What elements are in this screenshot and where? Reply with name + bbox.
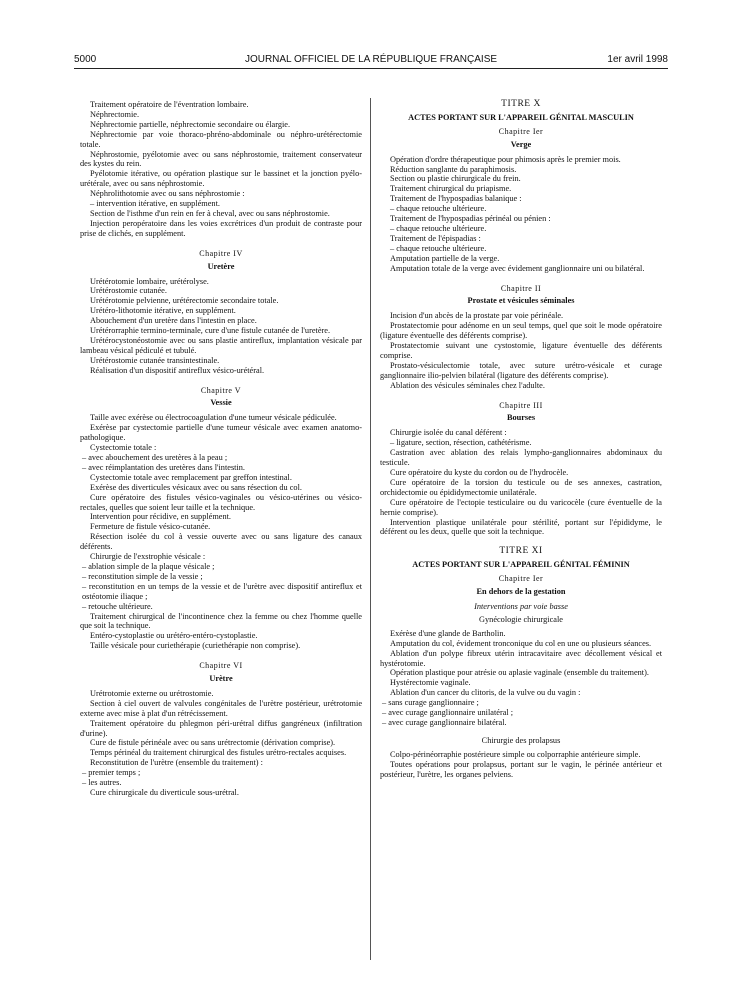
chapter-label: Chapitre IV (199, 248, 243, 258)
list-item: Urétérostomie cutanée. (90, 286, 167, 296)
chapter-label: Chapitre V (200, 385, 242, 395)
list-item: Urétérotomie lombaire, urétérolyse. (90, 276, 209, 286)
right-column (380, 100, 662, 779)
list-item: Traitement opératoire du phlegmon péri-urétral diffus gangréneux (infiltration d'urine). (80, 718, 362, 738)
list-item: Traitement chirurgical de l'incontinence chez la femme ou chez l'homme quelle que soit la technique. (80, 611, 362, 631)
chapter-6-end: Cure chirurgicale du diverticule sous-urétral. (90, 788, 239, 797)
chapter-label: Chapitre II (500, 283, 542, 293)
gyneco-items (380, 698, 662, 728)
list-item: Néphrectomie partielle, néphrectomie secondaire ou élargie. (90, 119, 291, 129)
list-item: Castration avec ablation des relais lympho-ganglionnaires abdominaux du testicule. (380, 448, 662, 468)
list-item: Temps périnéal du traitement chirurgical des fistules urétro-rectales acquises. (90, 748, 347, 758)
chapter-title: Bourses (506, 413, 536, 423)
list-item: Cure opératoire du kyste du cordon ou de l'hydrocèle. (390, 468, 569, 477)
chapter-4-list (80, 277, 362, 376)
chapter-label: Chapitre III (499, 400, 543, 410)
chapter-5a-list (80, 413, 362, 453)
list-item: Opération d'ordre thérapeutique pour phimosis après le premier mois. (390, 154, 621, 164)
list-item: Section à ciel ouvert de valvules congénitales de l'urètre postérieur, urétrotomie externe avec mise à plat d'un rétrécissement. (80, 698, 362, 718)
list-item: Incision d'un abcès de la prostate par voie périnéale. (390, 311, 564, 321)
list-item: Section de l'isthme d'un rein en fer à cheval, avec ou sans néphrostomie. (90, 208, 330, 218)
bourses-list (380, 428, 662, 537)
list-item: Abouchement d'un uretère dans l'intestin en place. (90, 316, 257, 326)
list-item: – intervention itérative, en supplément. (90, 199, 220, 209)
prostate-list (380, 311, 662, 390)
list-item: Cure de fistule périnéale avec ou sans urétrectomie (dérivation comprise). (90, 738, 336, 748)
chapter-title: Uretère (207, 261, 235, 271)
titre-heading: TITRE XI (499, 546, 543, 557)
section-subtitle: Chirurgie des prolapsus (481, 735, 561, 745)
gyneco-list (380, 629, 662, 698)
list-item: – avec réimplantation des uretères dans l'intestin. (82, 462, 246, 472)
titre-subheading: ACTES PORTANT SUR L'APPAREIL GÉNITAL FÉMININ (412, 560, 630, 570)
list-item: Taille avec exérèse ou électrocoagulation d'une tumeur vésicale pédiculée. (90, 413, 337, 423)
list-item: Amputation totale de la verge avec évidement ganglionnaire uni ou bilatéral. (390, 263, 645, 273)
chapter-6-items (80, 768, 362, 788)
prolapsus-list (380, 750, 662, 780)
list-item: Urétrotomie externe ou urétrostomie. (90, 688, 214, 698)
list-item: Cure opératoire de l'ectopie testiculaire ou du varicocèle (cure éventuelle de la hernie comprise). (380, 497, 662, 517)
list-item: Urétérorraphie termino-terminale, cure d'une fistule cutanée de l'uretère. (90, 326, 331, 336)
chapter-5b-items (80, 562, 362, 612)
list-item: Urétérostomie cutanée transintestinale. (90, 355, 220, 365)
list-item: Prostatectomie suivant une cystostomie, ligature éventuelle des déférents comprise. (380, 341, 662, 360)
list-item: – les autres. (82, 778, 122, 788)
list-item: Ablation d'un cancer du clitoris, de la vulve ou du vagin : (390, 688, 581, 698)
section-subtitle: Interventions par voie basse (474, 601, 568, 611)
list-item: Traitement de l'hypospadias balanique : (390, 194, 522, 204)
chapter-title: Prostate et vésicules séminales (467, 296, 575, 306)
titre-heading: TITRE X (501, 99, 541, 109)
chapter-label: Chapitre Ier (498, 126, 544, 136)
list-item: Exérèse d'une glande de Bartholin. (390, 628, 506, 638)
list-item: Chirurgie isolée du canal déférent : (390, 428, 507, 438)
list-item: – chaque retouche ultérieure. (390, 243, 487, 253)
list-item: – ablation simple de la plaque vésicale ; (82, 561, 215, 571)
list-item: Néphrostomie, pyélotomie avec ou sans néphrostomie, traitement conservateur des kystes du rein. (80, 149, 362, 169)
list-item: – avec curage ganglionnaire bilatéral. (382, 717, 507, 727)
list-item: – reconstitution en un temps de la vessie et de l'urètre avec dispositif antireflux et ostéotomie iliaque ; (82, 581, 362, 601)
list-item: Reconstitution de l'urètre (ensemble du traitement) : (90, 758, 263, 768)
list-item: Intervention pour récidive, en supplément. (90, 512, 232, 522)
list-item: – retouche ultérieure. (82, 601, 153, 611)
list-item: Traitement opératoire de l'éventration lombaire. (90, 100, 249, 109)
list-item: – avec abouchement des uretères à la peau ; (82, 453, 228, 462)
list-item: Résection isolée du col à vessie ouverte avec ou sans ligature des canaux déférents. (80, 532, 362, 552)
list-item: Urétérotomie pelvienne, urétérectomie secondaire totale. (90, 296, 279, 306)
list-item: – avec curage ganglionnaire unilatéral ; (382, 708, 514, 718)
left-column (80, 100, 362, 798)
publication-date: 1er avril 1998 (607, 54, 668, 65)
list-item: Traitement de l'hypospadias périnéal ou pénien : (390, 214, 551, 224)
journal-title: JOURNAL OFFICIEL DE LA RÉPUBLIQUE FRANÇAISE (244, 54, 498, 65)
chapter-title: Urètre (209, 674, 233, 684)
chapter-title: Vessie (210, 398, 232, 408)
list-item: Toutes opérations pour prolapsus, portant sur le vagin, le périnée antérieur et postérieur, l'urètre, les organes pelviens. (380, 759, 662, 779)
list-item: Néphrectomie par voie thoraco-phréno-abdominale ou néphro-urétérectomie totale. (80, 129, 362, 149)
list-item: Amputation partielle de la verge. (390, 253, 500, 263)
list-item: – ligature, section, résection, cathétérisme. (390, 438, 532, 448)
list-item: Hystérectomie vaginale. (390, 678, 471, 688)
list-item: Traitement chirurgical du priapisme. (390, 184, 512, 194)
chapter-6-list (80, 689, 362, 768)
list-item: – chaque retouche ultérieure. (390, 204, 487, 214)
list-item: Ablation d'un polype fibreux utérin intracavitaire avec décollement vésical et hystérotomie. (380, 648, 662, 668)
list-item: Cure opératoire de la torsion du testicule ou de ses annexes, castration, orchidectomie ou épididymectomie unilatérale. (380, 477, 662, 497)
list-item: Opération plastique pour atrésie ou aplasie vaginale (ensemble du traitement). (390, 668, 649, 678)
chapter-5b-list (80, 473, 362, 562)
section-subtitle: Gynécologie chirurgicale (479, 614, 563, 624)
list-item: Amputation du col, évidement tronconique du col en une ou plusieurs séances. (390, 638, 652, 648)
list-item: Entéro-cystoplastie ou urétéro-entéro-cystoplastie. (90, 631, 258, 641)
list-item: Injection peropératoire dans les voies excrétrices d'un produit de contraste pour prise de clichés, en supplément. (80, 218, 362, 238)
chapter-5c-list (80, 612, 362, 652)
list-item: Traitement de l'épispadias : (390, 233, 481, 243)
page-number: 5000 (74, 54, 97, 65)
list-item: Intervention plastique unilatérale pour stérilité, portant sur l'épididyme, le déférent ou les deux, quelle que soit la technique. (380, 517, 662, 537)
list-item: Exérèse par cystectomie partielle d'une tumeur vésicale avec examen anatomo-pathologique. (80, 423, 362, 443)
chapter-title: En dehors de la gestation (476, 587, 566, 597)
list-item: Fermeture de fistule vésico-cutanée. (90, 522, 211, 532)
list-item: Néphrolithotomie avec ou sans néphrostomie : (90, 189, 245, 199)
list-item: Prostatectomie pour adénome en un seul temps, quel que soit le mode opératoire (ligature éventuelle des déférents comprise). (380, 321, 662, 341)
list-item: Prostato-vésiculectomie totale, avec suture urétro-vésicale et curage ganglionnaire ilio-pelvien bilatéral (ligature des déférents comprise). (380, 360, 662, 380)
chapter-5a-items (80, 453, 362, 473)
column-divider (370, 98, 371, 960)
list-item: Exérèse des diverticules vésicaux avec ou sans résection du col. (90, 482, 302, 492)
chapter-label: Chapitre Ier (498, 574, 544, 584)
list-item: – chaque retouche ultérieure. (390, 223, 487, 233)
list-item: Cure opératoire des fistules vésico-vaginales ou vésico-utérines ou vésico-rectales, quelles que soient leur taille et la technique. (80, 492, 362, 512)
intro-list (80, 100, 362, 239)
list-item: Section ou plastie chirurgicale du frein. (390, 174, 521, 184)
list-item: Ablation des vésicules séminales chez l'adulte. (390, 380, 545, 390)
chapter-title: Verge (510, 139, 532, 149)
verge-list (380, 155, 662, 274)
header-rule (74, 68, 668, 69)
list-item: Réduction sanglante du paraphimosis. (390, 164, 517, 174)
list-item: – sans curage ganglionnaire ; (382, 698, 479, 708)
list-item: – reconstitution simple de la vessie ; (82, 571, 203, 581)
list-item: Chirurgie de l'exstrophie vésicale : (90, 552, 206, 562)
titre-subheading: ACTES PORTANT SUR L'APPAREIL GÉNITAL MASCULIN (408, 112, 634, 122)
list-item: Cystectomie totale avec remplacement par greffon intestinal. (90, 472, 292, 482)
list-item: – premier temps ; (82, 768, 141, 778)
list-item: Néphrectomie. (90, 109, 140, 119)
list-item: Pyélotomie itérative, ou opération plastique sur le bassinet et la jonction pyélo-urétérale, avec ou sans néphrostomie. (80, 169, 362, 189)
list-item: Réalisation d'un dispositif antireflux vésico-urétéral. (90, 365, 265, 375)
list-item: Taille vésicale pour curiethérapie (curiethérapie non comprise). (90, 641, 301, 651)
list-item: Colpo-périnéorraphie postérieure simple ou colporraphie antérieure simple. (390, 749, 641, 759)
list-item: Cystectomie totale : (90, 443, 157, 453)
list-item: Urétéro-lithotomie itérative, en supplément. (90, 306, 236, 316)
page-header (74, 52, 668, 68)
list-item: Urétérocystonéostomie avec ou sans plastie antireflux, implantation vésicale par lambeau vésical pédiculé et tubulé. (80, 335, 362, 355)
chapter-label: Chapitre VI (199, 661, 243, 671)
